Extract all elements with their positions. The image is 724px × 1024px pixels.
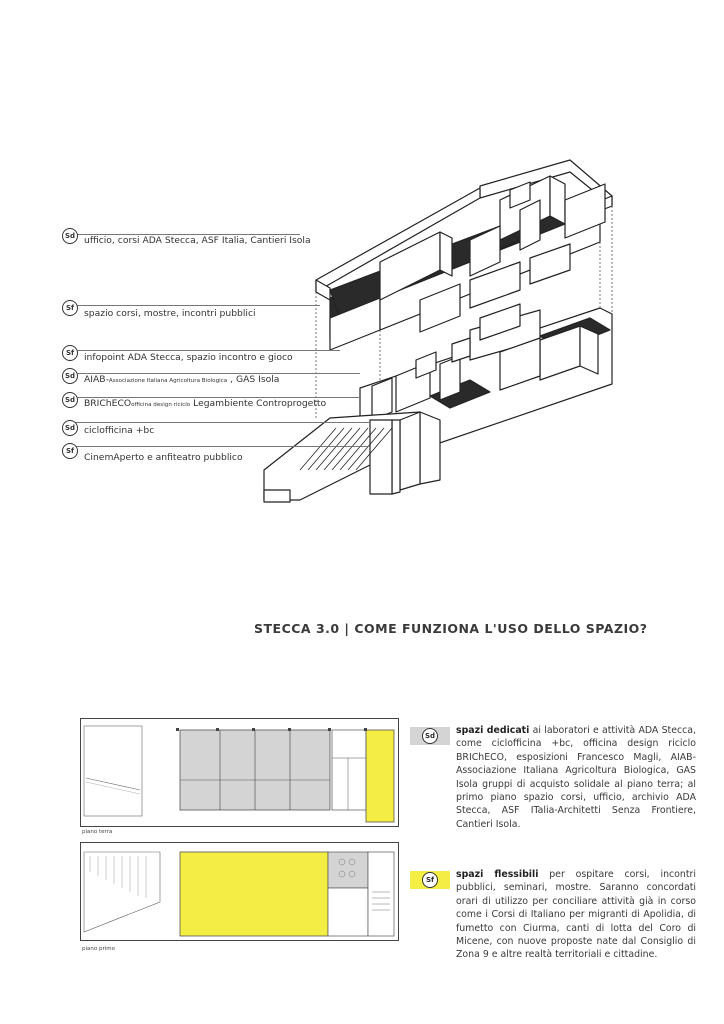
sf-badge-icon: Sf <box>62 345 78 361</box>
sf-badge-icon: Sf <box>62 300 78 316</box>
legend-item <box>62 390 326 409</box>
legend-text: ufficio, corsi ADA Stecca, ASF Italia, Cantieri Isola <box>84 235 311 246</box>
flexible-title: spazi flessibili <box>456 869 539 880</box>
upper-room-wall <box>550 176 565 224</box>
ground-room-wall <box>580 326 598 374</box>
flexible-area <box>180 852 328 936</box>
legend-item <box>62 366 279 385</box>
legend-text-part: Legambiente Controprogetto <box>190 398 327 409</box>
sd-badge-icon: Sd <box>62 228 78 244</box>
legend-item <box>62 438 243 463</box>
sd-badge-icon: Sd <box>62 420 78 436</box>
dedicated-text: ai laboratori e attività ADA Stecca, come ciclofficina +bc, officina design riciclo BRIChECO, esposizioni Francesco Magli, AIAB- Associazione Italiana Agricoltura Biologica, GAS Isola gruppi di acquisto solidale al piano terra; al primo piano spazio corsi, ufficio, archivio ADA Stecca, ASF ITalia-Architetti Senza Frontiere, Cantieri Isola. <box>456 725 697 830</box>
dedicated-swatch <box>410 727 450 745</box>
sf-badge-icon: Sf <box>422 872 438 888</box>
legend-text-part: BRIChECO <box>84 398 132 409</box>
legend-text-small: officina design riciclo <box>131 402 191 408</box>
legend-item <box>62 419 154 436</box>
plan-caption: piano primo <box>82 946 115 952</box>
amphitheatre-front <box>420 412 440 484</box>
legend-text <box>84 398 326 409</box>
sd-badge-icon: Sd <box>62 368 78 384</box>
flexible-swatch <box>410 871 450 889</box>
amphitheatre-front <box>400 412 420 490</box>
page-title: STECCA 3.0 | COME FUNZIONA L'USO DELLO SPAZIO? <box>254 621 648 636</box>
legend-item <box>62 342 293 363</box>
legend-text-part: , GAS Isola <box>227 374 280 385</box>
legend-text-small: Associazione Italiana Agricoltura Biologica <box>108 378 228 384</box>
legend-item <box>62 225 311 246</box>
ground-room-wall <box>440 356 460 400</box>
amphitheatre-front <box>392 420 400 494</box>
legend-text: ciclofficina +bc <box>84 425 155 436</box>
first-floor-plan <box>80 842 400 942</box>
dedicated-title: spazi dedicati <box>456 725 530 736</box>
legend-item <box>62 296 256 319</box>
flexible-text: per ospitare corsi, incontri pubblici, seminari, mostre. Saranno concordati orari di utilizzo per conciliare attività già in corso come i Corsi di Italiano per migranti di Apolidia, di fumetto con Ciurma, canti di lotta del Coro di Micene, con nuove proposte nate dal Consiglio di Zona 9 e altre realtà territoriali e cittadine. <box>456 869 696 961</box>
legend-text: infopoint ADA Stecca, spazio incontro e gioco <box>84 352 293 363</box>
legend-text <box>84 374 279 385</box>
sd-badge-icon: Sd <box>62 392 78 408</box>
dedicated-description <box>456 724 696 831</box>
sf-badge-icon: Sf <box>62 443 78 459</box>
sd-badge-icon: Sd <box>422 728 438 744</box>
ground-floor-plan <box>80 718 400 828</box>
plan-caption: piano terra <box>82 829 113 835</box>
upper-room-wall <box>440 232 452 276</box>
flexible-area <box>366 730 394 822</box>
legend-text: CinemAperto e anfiteatro pubblico <box>84 452 243 463</box>
legend-text: spazio corsi, mostre, incontri pubblici <box>84 308 256 319</box>
flexible-description <box>456 868 696 962</box>
amphitheatre-front <box>264 490 290 502</box>
legend-text-part: AIAB- <box>84 374 109 385</box>
